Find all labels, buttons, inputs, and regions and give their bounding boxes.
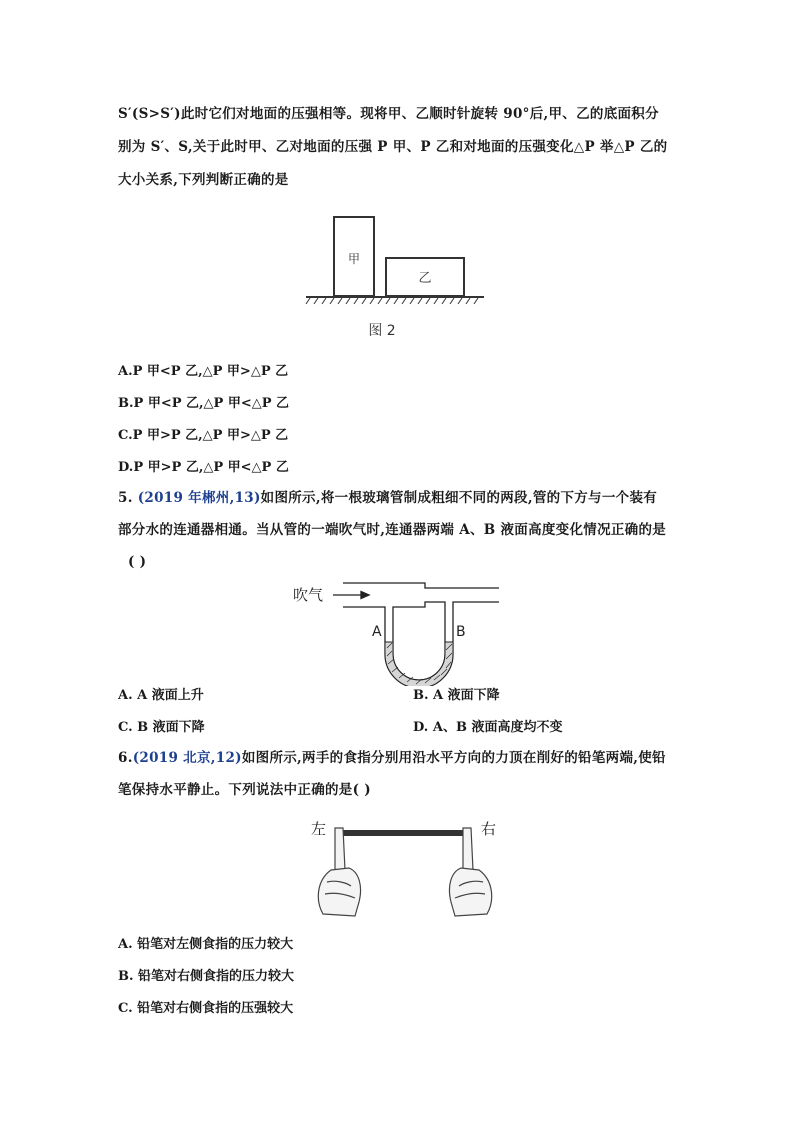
q5-option-a[interactable]: A. A 液面上升 bbox=[118, 688, 204, 703]
label-b: B bbox=[456, 624, 466, 640]
q5-option-c[interactable]: C. B 液面下降 bbox=[118, 720, 205, 735]
q5-option-d[interactable]: D. A、B 液面高度均不变 bbox=[413, 720, 563, 735]
q5-answer-bracket: ( ) bbox=[128, 554, 147, 570]
q6-text-rest: 如图所示,两手的食指分别用沿水平方向的力顶在削好的铅笔两端,使铅 bbox=[241, 750, 666, 766]
label-yi: 乙 bbox=[418, 271, 432, 286]
left-hand bbox=[318, 828, 360, 916]
label-right: 右 bbox=[481, 820, 497, 838]
right-hand bbox=[449, 828, 491, 916]
label-left: 左 bbox=[311, 820, 327, 838]
q6-source: (2019 北京,12) bbox=[132, 750, 242, 766]
q4-option-d[interactable]: D.P 甲>P 乙,△P 甲<△P 乙 bbox=[118, 460, 289, 475]
q4-option-a[interactable]: A.P 甲<P 乙,△P 甲>△P 乙 bbox=[118, 364, 289, 379]
q5-text-rest: 如图所示,将一根玻璃管制成粗细不同的两段,管的下方与一个装有 bbox=[260, 490, 658, 506]
q4-figure bbox=[300, 210, 490, 345]
glass-tube bbox=[343, 583, 499, 686]
q6-text-line-2: 笔保持水平静止。下列说法中正确的是( ) bbox=[118, 782, 371, 798]
q6-option-b[interactable]: B. 铅笔对右侧食指的压力较大 bbox=[118, 969, 295, 984]
q5-text-line-1 bbox=[118, 488, 657, 508]
q4-text-line-1: S′(S>S′)此时它们对地面的压强相等。现将甲、乙顺时针旋转 90°后,甲、乙的底面积分 bbox=[118, 106, 659, 122]
q4-text-line-3: 大小关系,下列判断正确的是 bbox=[118, 172, 289, 188]
figure-caption: 图 2 bbox=[368, 323, 396, 339]
q4-text-line-2: 别为 S′、S,关于此时甲、乙对地面的压强 P 甲、P 乙和对地面的压强变化△P 举△P 乙的 bbox=[118, 139, 668, 155]
label-a: A bbox=[372, 624, 382, 640]
q4-option-c[interactable]: C.P 甲>P 乙,△P 甲>△P 乙 bbox=[118, 428, 289, 443]
blow-label: 吹气 bbox=[293, 586, 324, 604]
q5-number: 5. bbox=[118, 490, 138, 506]
q6-figure bbox=[305, 810, 505, 922]
q6-option-c[interactable]: C. 铅笔对右侧食指的压强较大 bbox=[118, 1001, 294, 1016]
q6-number: 6. bbox=[118, 750, 133, 766]
q4-option-b[interactable]: B.P 甲<P 乙,△P 甲<△P 乙 bbox=[118, 396, 290, 411]
q6-option-a[interactable]: A. 铅笔对左侧食指的压力较大 bbox=[118, 937, 294, 952]
blow-arrow bbox=[333, 592, 369, 599]
q6-text-line-1 bbox=[118, 748, 666, 768]
q5-figure bbox=[285, 576, 505, 686]
ground-hatch bbox=[306, 298, 478, 304]
q5-source: (2019 年郴州,13) bbox=[137, 490, 261, 506]
label-jia: 甲 bbox=[347, 252, 361, 266]
q5-option-b[interactable]: B. A 液面下降 bbox=[413, 688, 500, 703]
q5-text-line-2: 部分水的连通器相通。当从管的一端吹气时,连通器两端 A、B 液面高度变化情况正确的是 bbox=[118, 522, 667, 538]
pencil bbox=[339, 830, 463, 836]
